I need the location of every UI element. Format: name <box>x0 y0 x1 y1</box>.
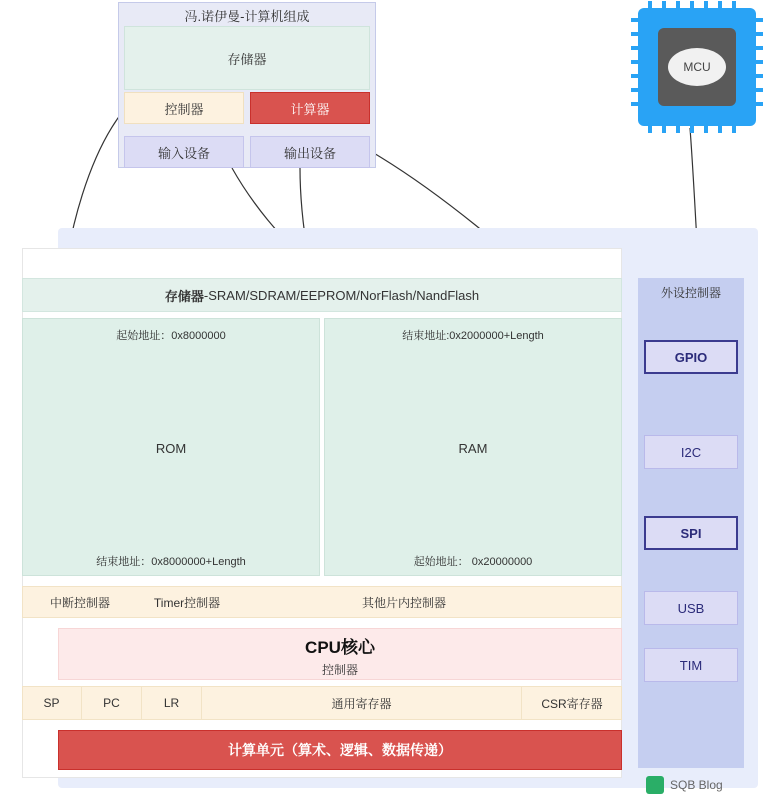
other-controllers-label: 其他片内控制器 <box>362 595 447 610</box>
mcu-label: MCU <box>668 48 726 86</box>
peripheral-spi[interactable]: SPI <box>644 516 738 550</box>
interrupt-controller-label: 中断控制器 <box>49 595 110 610</box>
memory-header <box>22 278 622 312</box>
vn-controller-box: 控制器 <box>124 92 244 124</box>
memory-header-prefix: 存储器 <box>164 288 204 304</box>
ram-end-address: 结束地址:0x2000000+Length <box>402 330 544 342</box>
peripheral-i2c[interactable]: I2C <box>644 435 738 469</box>
peripheral-usb[interactable]: USB <box>644 591 738 625</box>
rom-label: ROM <box>155 440 187 456</box>
vn-output-device-box: 输出设备 <box>250 136 370 168</box>
peripheral-gpio[interactable]: GPIO <box>644 340 738 374</box>
von-neumann-title: 冯.诺伊曼-计算机组成 <box>184 8 310 24</box>
mcu-pins <box>638 8 756 126</box>
rom-end-address: 结束地址：0x8000000+Length <box>96 556 246 568</box>
timer-controller-label: Timer控制器 <box>153 595 221 610</box>
cpu-core-title: CPU核心 <box>305 637 375 657</box>
vn-alu-box: 计算器 <box>250 92 370 124</box>
register-lr: LR <box>142 686 202 720</box>
wechat-icon <box>646 776 664 794</box>
memory-header-rest: -SRAM/SDRAM/EEPROM/NorFlash/NandFlash <box>203 287 480 303</box>
peripheral-tim[interactable]: TIM <box>644 648 738 682</box>
ram-start-address: 起始地址： 0x20000000 <box>413 556 533 568</box>
cpu-controller-label: 控制器 <box>321 662 358 677</box>
register-sp: SP <box>22 686 82 720</box>
peripheral-column-title: 外设控制器 <box>660 285 721 300</box>
register-csr: CSR寄存器 <box>541 696 603 711</box>
watermark <box>646 772 772 798</box>
register-pc: PC <box>82 686 142 720</box>
vn-input-device-box: 输入设备 <box>124 136 244 168</box>
register-general-purpose: 通用寄存器 <box>202 686 522 720</box>
watermark-text: SQB Blog <box>670 778 723 792</box>
vn-memory-box: 存储器 <box>124 26 370 90</box>
rom-start-address: 起始地址：0x8000000 <box>116 330 226 342</box>
ram-label: RAM <box>458 440 488 456</box>
alu-bar: 计算单元（算术、逻辑、数据传递） <box>58 730 622 770</box>
